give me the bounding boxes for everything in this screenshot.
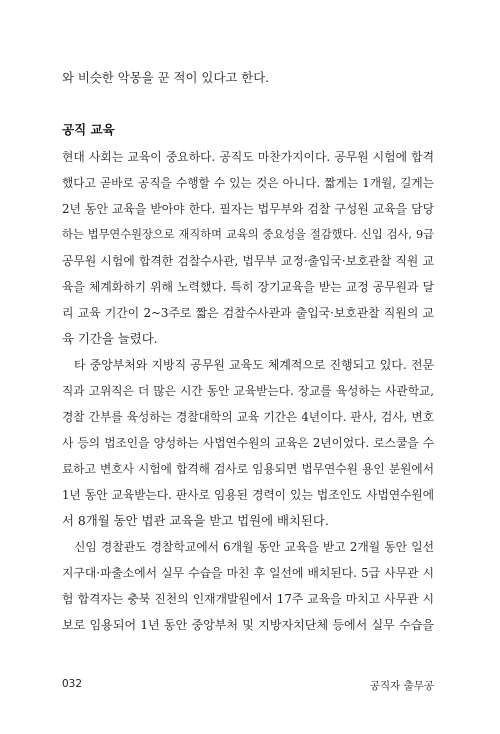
body-line: 했다고 곧바로 공직을 수행할 수 있는 것은 아니다. 짧게는 1개월, 길게는 xyxy=(62,176,434,190)
body-line: 육을 체계화하기 위해 노력했다. 특히 장기교육을 받는 교정 공무원과 달 xyxy=(62,280,434,294)
body-line: 직과 고위직은 더 많은 시간 동안 교육받는다. 장교를 육성하는 사관학교, xyxy=(62,384,434,398)
body-line: 타 중앙부처와 지방직 공무원 교육도 체계적으로 진행되고 있다. 전문 xyxy=(74,358,434,372)
running-title: 공직자 출무공 xyxy=(369,680,434,692)
body-line: 료하고 변호사 시험에 합격해 검사로 임용되면 법무연수원 용인 분원에서 xyxy=(62,462,434,476)
body-line: 하는 법무연수원장으로 재직하며 교육의 중요성을 절감했다. 신입 검사, 9급 xyxy=(62,228,434,241)
body-line: 2년 동안 교육을 받아야 한다. 필자는 법무부와 검찰 구성원 교육을 담당 xyxy=(62,202,434,216)
body-line: 1년 동안 교육받는다. 판사로 임용된 경력이 있는 법조인도 사법연수원에 xyxy=(62,488,434,502)
body-line: 사 등의 법조인을 양성하는 사법연수원의 교육은 2년이었다. 로스쿨을 수 xyxy=(62,436,434,450)
body-line: 공무원 시험에 합격한 검찰수사관, 법무부 교정·출입국·보호관찰 직원 교 xyxy=(62,254,434,268)
body-line: 보로 임용되어 1년 동안 중앙부처 및 지방자치단체 등에서 실무 수습을 xyxy=(62,618,434,632)
page-number: 032 xyxy=(62,678,83,690)
body-line: 신임 경찰관도 경찰학교에서 6개월 동안 교육을 받고 2개월 동안 일선 xyxy=(74,540,434,554)
body-line: 지구대·파출소에서 실무 수습을 마친 후 일선에 배치된다. 5급 사무관 시 xyxy=(62,566,434,580)
body-line: 리 교육 기간이 2~3주로 짧은 검찰수사관과 출입국·보호관찰 직원의 교 xyxy=(62,306,434,320)
section-heading: 공직 교육 xyxy=(62,122,115,137)
body-line: 경찰 간부를 육성하는 경찰대학의 교육 기간은 4년이다. 판사, 검사, 변호 xyxy=(62,410,434,424)
body-line: 육 기간을 늘렸다. xyxy=(62,331,158,346)
intro-line: 와 비슷한 악몽을 꾼 적이 있다고 한다. xyxy=(62,70,270,85)
body-line: 현대 사회는 교육이 중요하다. 공직도 마찬가지이다. 공무원 시험에 합격 xyxy=(62,150,434,164)
body-line: 서 8개월 동안 법관 교육을 받고 법원에 배치된다. xyxy=(62,513,329,528)
body-line: 험 합격자는 충북 진천의 인재개발원에서 17주 교육을 마치고 사무관 시 xyxy=(62,592,434,606)
